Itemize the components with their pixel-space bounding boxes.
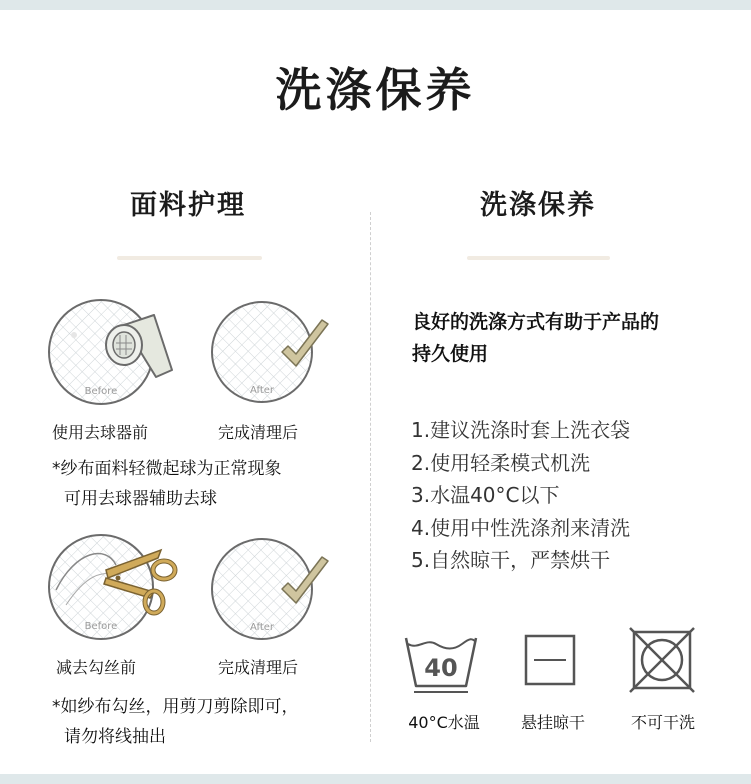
snag-before-caption: 减去勾丝前 [56,658,137,677]
wash-tip: 2.使用轻柔模式机洗 [411,450,591,475]
no-dry-clean-label: 不可干洗 [630,713,695,732]
intro-line1: 良好的洗涤方式有助于产品的 [412,311,660,333]
before-caption: 使用去球器前 [52,423,149,442]
do-not-tumble-dry-icon [628,626,696,694]
after-label-2: After [249,622,275,633]
wash-tip: 1.建议洗涤时套上洗衣袋 [411,418,631,442]
before-label-2: Before [84,621,118,632]
wash-tip: 3.水温40°C以下 [411,483,560,507]
intro-line2: 持久使用 [412,343,489,365]
before-label: Before [84,386,118,397]
after-caption: 完成清理后 [218,423,299,442]
top-frame [0,0,751,10]
column-divider [370,212,371,742]
fabric-care-underline [117,256,262,260]
snag-note-line1: *如纱布勾丝，用剪刀剪除即可， [52,697,299,717]
fabric-snag-before-icon [46,530,186,645]
wash-care-underline [467,256,610,260]
page-title: 洗涤保养 [275,63,476,117]
wash-tip: 5.自然晾干，严禁烘干 [411,548,611,572]
fabric-pilling-before-icon [44,295,184,410]
line-dry-label: 悬挂晾干 [520,713,585,732]
line-dry-icon [524,634,576,686]
wash-tip: 4.使用中性洗涤剂来清洗 [411,515,631,540]
after-label: After [249,385,275,396]
wash-tips-list [411,414,630,577]
fabric-clean-after-icon-2 [210,537,340,647]
wash-care-title: 洗涤保养 [480,190,596,221]
snag-after-caption: 完成清理后 [218,658,299,677]
wash-temp-value: 40 [424,654,458,682]
intro-text [412,306,659,370]
wash-temp-label: 40°C水温 [408,713,480,732]
fabric-care-title: 面料护理 [130,190,246,221]
pilling-note-line2: 可用去球器辅助去球 [64,489,217,509]
wash-40-icon [400,630,482,696]
snag-note-line2: 请勿将线抽出 [64,727,166,747]
pilling-note-line1: *纱布面料轻微起球为正常现象 [52,459,282,479]
fabric-clean-after-icon [210,300,340,410]
bottom-frame [0,774,751,784]
